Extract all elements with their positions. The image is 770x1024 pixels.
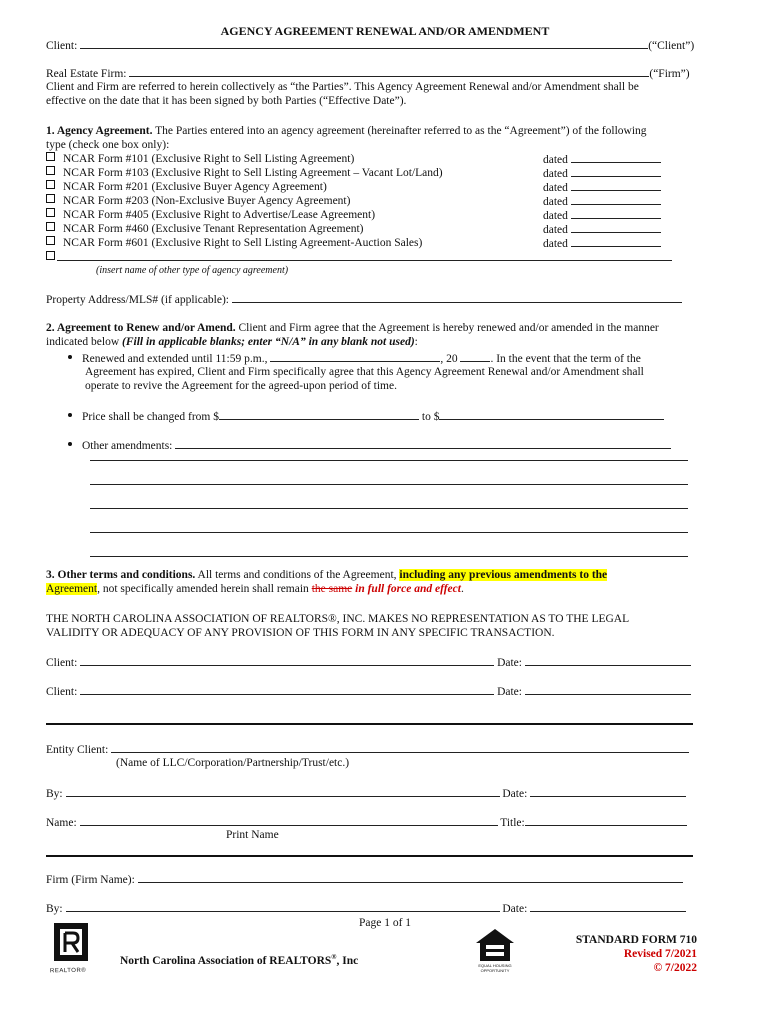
entity-client-caption: (Name of LLC/Corporation/Partnership/Trust/etc.) bbox=[116, 757, 350, 769]
dated-label: dated bbox=[543, 238, 568, 250]
section3-period: . bbox=[460, 583, 464, 595]
property-line bbox=[46, 292, 682, 308]
firm-name-field[interactable] bbox=[129, 66, 649, 77]
option-row bbox=[46, 236, 422, 251]
firm-suffix: (“Firm”) bbox=[649, 68, 690, 80]
dated-field[interactable] bbox=[571, 152, 661, 163]
client-signature-field[interactable] bbox=[80, 684, 494, 695]
bullet-icon bbox=[68, 413, 72, 417]
print-name-caption: Print Name bbox=[226, 829, 279, 841]
client-label: Client: bbox=[46, 40, 78, 52]
revised-date: Revised 7/2021 bbox=[623, 948, 697, 960]
section1-heading: 1. Agency Agreement. bbox=[46, 125, 153, 137]
firm-name-field[interactable] bbox=[138, 872, 683, 883]
page-number: Page 1 of 1 bbox=[358, 917, 412, 929]
option-checkbox[interactable] bbox=[46, 251, 55, 260]
dated-field[interactable] bbox=[571, 222, 661, 233]
dated-field[interactable] bbox=[571, 166, 661, 177]
title-label: Title: bbox=[500, 817, 525, 829]
firm-by-signature-field[interactable] bbox=[66, 901, 500, 912]
section3-text-a: All terms and conditions of the Agreement, bbox=[195, 569, 400, 581]
other-amendments-field[interactable] bbox=[175, 438, 671, 449]
equal-housing-icon bbox=[472, 925, 518, 975]
name-field[interactable] bbox=[80, 815, 498, 826]
by-date-label: Date: bbox=[502, 788, 528, 800]
section2-line2 bbox=[46, 335, 418, 350]
option-label: NCAR Form #405 (Exclusive Right to Advertise/Lease Agreement) bbox=[63, 209, 376, 221]
form-number: STANDARD FORM 710 bbox=[575, 934, 697, 946]
option-checkbox[interactable] bbox=[46, 236, 55, 245]
option-row bbox=[46, 166, 443, 181]
section2-text1: Client and Firm agree that the Agreement is hereby renewed and/or amended in the manner bbox=[235, 322, 659, 334]
other-agreement-caption: (insert name of other type of agency agreement) bbox=[96, 265, 289, 276]
dated-label: dated bbox=[543, 182, 568, 194]
renew-line-3: operate to revive the Agreement for the agreed-upon period of time. bbox=[85, 380, 397, 392]
property-address-field[interactable] bbox=[232, 292, 682, 303]
amendment-line[interactable] bbox=[90, 532, 688, 533]
name-label: Name: bbox=[46, 817, 77, 829]
section1-line1 bbox=[46, 124, 647, 139]
entity-client-label: Entity Client: bbox=[46, 744, 109, 756]
by-signature-field[interactable] bbox=[66, 786, 500, 797]
association-inc: , Inc bbox=[336, 954, 359, 967]
dated-label: dated bbox=[543, 224, 568, 236]
section-divider bbox=[46, 723, 693, 725]
realtor-logo-icon bbox=[50, 921, 96, 975]
entity-client-field[interactable] bbox=[111, 742, 689, 753]
client-date-field[interactable] bbox=[525, 655, 691, 666]
option-label: NCAR Form #203 (Non-Exclusive Buyer Agency Agreement) bbox=[63, 195, 351, 207]
section2-text2a: indicated below bbox=[46, 336, 123, 348]
reg-mark: ® bbox=[331, 953, 337, 961]
renew-line-2: Agreement has expired, Client and Firm specifically agree that this Agency Agreement Renewal and/or Amendment shall bbox=[85, 366, 644, 378]
option-label: NCAR Form #103 (Exclusive Right to Sell Listing Agreement – Vacant Lot/Land) bbox=[63, 167, 443, 179]
section2-heading: 2. Agreement to Renew and/or Amend. bbox=[46, 322, 236, 334]
price-text-a: Price shall be changed from $ bbox=[82, 411, 219, 423]
price-line bbox=[68, 409, 664, 425]
option-row bbox=[46, 222, 363, 237]
bullet-icon bbox=[68, 442, 72, 446]
option-checkbox[interactable] bbox=[46, 208, 55, 217]
amendment-line[interactable] bbox=[90, 460, 688, 461]
form-title: AGENCY AGREEMENT RENEWAL AND/OR AMENDMENT bbox=[220, 24, 550, 38]
firm-by-row bbox=[46, 901, 686, 917]
client-line bbox=[46, 38, 694, 54]
dated-field[interactable] bbox=[571, 180, 661, 191]
option-label: NCAR Form #101 (Exclusive Right to Sell Listing Agreement) bbox=[63, 153, 355, 165]
section3-struck-text: the same bbox=[311, 583, 353, 595]
other-amendments-label: Other amendments: bbox=[82, 440, 173, 452]
section2-instructions: (Fill in applicable blanks; enter “N/A” in any blank not used) bbox=[122, 336, 415, 348]
renew-text-c: . In the event that the term of the bbox=[490, 353, 641, 365]
section-divider bbox=[46, 855, 693, 857]
firm-name-row bbox=[46, 872, 683, 888]
option-checkbox[interactable] bbox=[46, 180, 55, 189]
bullet-icon bbox=[68, 355, 72, 359]
renew-date-field[interactable] bbox=[270, 351, 440, 362]
section1-text1: The Parties entered into an agency agreement (hereinafter referred to as the “Agreement”) of the following bbox=[152, 125, 647, 137]
dated-field[interactable] bbox=[571, 194, 661, 205]
option-label: NCAR Form #201 (Exclusive Buyer Agency Agreement) bbox=[63, 181, 327, 193]
section3-heading: 3. Other terms and conditions. bbox=[46, 569, 196, 581]
client-date-label: Date: bbox=[497, 657, 522, 669]
price-from-field[interactable] bbox=[219, 409, 419, 420]
firm-by-date-field[interactable] bbox=[530, 901, 686, 912]
dated-label: dated bbox=[543, 196, 568, 208]
section3-text-b: , not specifically amended herein shall remain bbox=[97, 583, 312, 595]
option-checkbox[interactable] bbox=[46, 222, 55, 231]
client-name-field[interactable] bbox=[80, 38, 648, 49]
disclaimer-line-1: THE NORTH CAROLINA ASSOCIATION OF REALTORS®, INC. MAKES NO REPRESENTATION AS TO THE LEGAL bbox=[46, 613, 630, 625]
other-amendments-line bbox=[68, 438, 671, 454]
option-label: NCAR Form #601 (Exclusive Right to Sell Listing Agreement-Auction Sales) bbox=[63, 237, 423, 249]
client-signature-row bbox=[46, 655, 691, 671]
dated-label: dated bbox=[543, 210, 568, 222]
title-field[interactable] bbox=[525, 815, 687, 826]
realtor-logo-caption: REALTOR® bbox=[49, 967, 87, 975]
section2-line1 bbox=[46, 321, 659, 336]
intro-line-1: Client and Firm are referred to herein collectively as “the Parties”. This Agency Agreement Renewal and/or Amendment shall be bbox=[46, 81, 639, 93]
section1-text2: type (check one box only): bbox=[46, 139, 170, 151]
dated-field[interactable] bbox=[571, 236, 661, 247]
renew-text-b: , 20 bbox=[440, 353, 458, 365]
disclaimer-line-2: VALIDITY OR ADEQUACY OF ANY PROVISION OF THIS FORM IN ANY SPECIFIC TRANSACTION. bbox=[46, 627, 555, 639]
client-suffix: (“Client”) bbox=[648, 40, 695, 52]
dated-label: dated bbox=[543, 168, 568, 180]
client-date-label: Date: bbox=[497, 686, 522, 698]
intro-line-2: effective on the date that it has been signed by both Parties (“Effective Date”). bbox=[46, 95, 407, 107]
section3-line1 bbox=[46, 568, 607, 583]
section3-highlight-b: Agreement bbox=[46, 583, 98, 595]
client-date-field[interactable] bbox=[525, 684, 691, 695]
firm-name-label: Firm (Firm Name): bbox=[46, 874, 135, 886]
amendment-line[interactable] bbox=[90, 484, 688, 485]
renew-year-field[interactable] bbox=[460, 351, 490, 362]
equal-housing-caption: EQUAL HOUSING OPPORTUNITY bbox=[478, 963, 512, 973]
option-label: NCAR Form #460 (Exclusive Tenant Representation Agreement) bbox=[63, 223, 364, 235]
dated-label: dated bbox=[543, 154, 568, 166]
firm-by-label: By: bbox=[46, 903, 63, 915]
by-label: By: bbox=[46, 788, 63, 800]
name-row bbox=[46, 815, 687, 831]
client-signature-field[interactable] bbox=[80, 655, 494, 666]
option-row bbox=[46, 152, 354, 167]
dated-field[interactable] bbox=[571, 208, 661, 219]
client-sig-label: Client: bbox=[46, 657, 78, 669]
section3-highlight-a: including any previous amendments to the bbox=[399, 569, 608, 581]
option-checkbox[interactable] bbox=[46, 194, 55, 203]
association-text: North Carolina Association of REALTORS bbox=[120, 954, 332, 967]
by-row bbox=[46, 786, 686, 802]
option-row bbox=[46, 180, 327, 195]
price-text-b: to $ bbox=[419, 411, 440, 423]
amendment-line[interactable] bbox=[90, 508, 688, 509]
option-row bbox=[46, 208, 375, 223]
firm-label: Real Estate Firm: bbox=[46, 68, 127, 80]
property-label: Property Address/MLS# (if applicable): bbox=[46, 294, 230, 306]
association-name bbox=[120, 950, 358, 968]
other-agreement-field[interactable] bbox=[57, 250, 672, 261]
section3-bold-end: in full force and effect bbox=[352, 583, 461, 595]
copyright-date: © 7/2022 bbox=[653, 962, 697, 974]
option-checkbox[interactable] bbox=[46, 152, 55, 161]
client-signature-row bbox=[46, 684, 691, 700]
option-row bbox=[46, 194, 350, 209]
amendment-line[interactable] bbox=[90, 556, 688, 557]
by-date-field[interactable] bbox=[530, 786, 686, 797]
option-checkbox[interactable] bbox=[46, 166, 55, 175]
section2-text2c: : bbox=[414, 336, 418, 348]
renew-text-a: Renewed and extended until 11:59 p.m., bbox=[82, 353, 268, 365]
price-to-field[interactable] bbox=[439, 409, 664, 420]
firm-by-date-label: Date: bbox=[502, 903, 528, 915]
client-sig-label: Client: bbox=[46, 686, 78, 698]
section3-line2 bbox=[46, 582, 464, 597]
